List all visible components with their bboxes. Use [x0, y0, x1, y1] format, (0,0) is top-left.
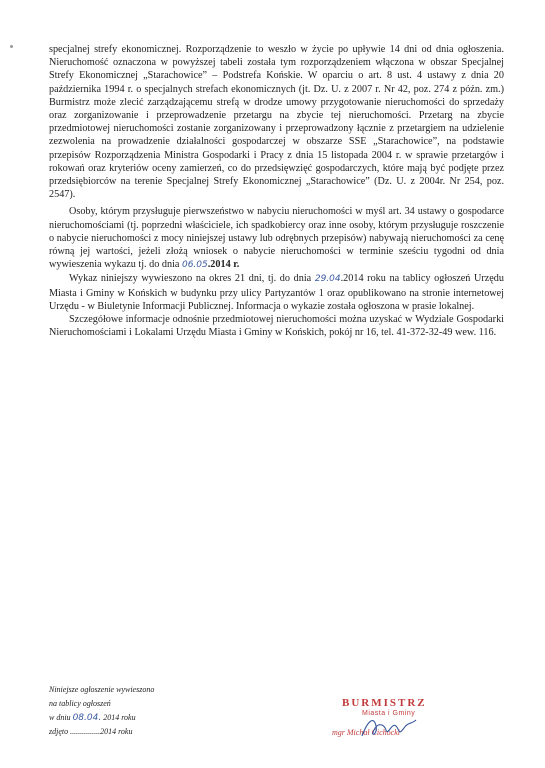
- stamp-name: mgr Michał Cichocki: [332, 728, 400, 737]
- handwritten-date-posted: 08.04.: [72, 713, 102, 723]
- paragraph-1: specjalnej strefy ekonomicznej. Rozporządzenie to weszło w życie po upływie 14 dni od dnia ogłoszenia. Nieruchomość oznaczona w powyższej tabeli została tym rozporządzeniem włączona w obszar Specjalnej Strefy Ekonomicznej „Starachowice” – Podstrefa Końskie. W oparciu o art. 8 ust. 4 ustawy z dnia 20 października 1994 r. o specjalnych strefach ekonomicznych (jt. Dz. U. z 2007 r. Nr 42, poz. 274 z późn. zm.) Burmistrz może zlecić zarządzającemu strefą w drodze umowy przygotowanie nieruchomości do sprzedaży oraz zorganizowanie i przeprowadzenie przetargu na zbycie tej nieruchomości. Przetarg na zbycie przedmiotowej nieruchomości zostanie zorganizowany i przeprowadzony łącznie z przetargiem na udzielenie zezwolenia na prowadzenie działalności gospodarczej w obszarze SSE „Starachowice”, na podstawie przepisów Rozporządzenia Ministra Gospodarki i Pracy z dnia 15 listopada 2004 r. w sprawie przetargów i rokowań oraz kryteriów oceny zamierzeń, co do przedsięwzięć gospodarczych, które mają być podjęte przez przedsiębiorców na terenie Specjalnej Strefy Ekonomicznej „Starachowice” (Dz. U. z 2004r. Nr 254, poz. 2547).: [49, 44, 504, 201]
- paragraph-3-end: .2014 roku na tablicy ogłoszeń Urzędu Miasta i Gminy w Końskich w budynku przy ulicy Partyzantów 1 oraz opublikowano na stronie internetowej Urzędu - w Biuletynie Informacji Publicznej. Informacja o wykazie została ogłoszona w prasie lokalnej.: [49, 273, 504, 312]
- posting-note-date-posted: [49, 711, 249, 725]
- posting-notes: [49, 683, 249, 739]
- handwritten-signature: [360, 712, 420, 742]
- paragraph-4: Szczegółowe informacje odnośnie przedmiotowej nieruchomości można uzyskać w Wydziale Gospodarki Nieruchomościami i Lokalami Urzędu Miasta i Gminy w Końskich, pokój nr 16, tel. 41-372-32-49 wew. 116.: [49, 314, 504, 339]
- posting-note-date-removed: zdjęto ...............2014 roku: [49, 727, 133, 736]
- document-body: [49, 43, 504, 339]
- posting-note-date-label: w dniu: [49, 713, 73, 722]
- paragraph-2-text: Osoby, którym przysługuje pierwszeństwo w nabyciu nieruchomości w myśl art. 34 ustawy o gospodarce nieruchomościami (tj. poprzedni właściciele, ich spadkobiercy oraz inne osoby, którym przysługuje roszczenie o nabycie nieruchomości z mocy niniejszej ustawy lub odrębnych przepisów) nabywają nieruchomości za cenę równą jej wartości, jeżeli złożą wniosek o nabycie nieruchomości w terminie sześciu tygodni od dnia wywieszenia wykazu tj. do dnia: [49, 206, 504, 271]
- paragraph-3-start: Wykaz niniejszy wywieszono na okres 21 dni, tj. do dnia: [69, 273, 315, 285]
- mayor-stamp: [332, 697, 512, 757]
- margin-mark: [10, 45, 13, 48]
- handwritten-date-posting: 29.04: [314, 274, 341, 285]
- stamp-subtitle: Miasta i Gminy: [362, 710, 416, 717]
- paragraph-2: [49, 205, 504, 272]
- paragraph-2-year: .2014 r.: [207, 259, 240, 271]
- posting-note-line-1: Niniejsze ogłoszenie wywieszono: [49, 685, 155, 694]
- handwritten-date-deadline: 06.05: [181, 260, 208, 271]
- posting-note-line-2: na tablicy ogłoszeń: [49, 699, 111, 708]
- paragraph-3: [49, 272, 504, 313]
- stamp-title: BURMISTRZ: [342, 697, 427, 709]
- posting-note-year: 2014 roku: [101, 713, 136, 722]
